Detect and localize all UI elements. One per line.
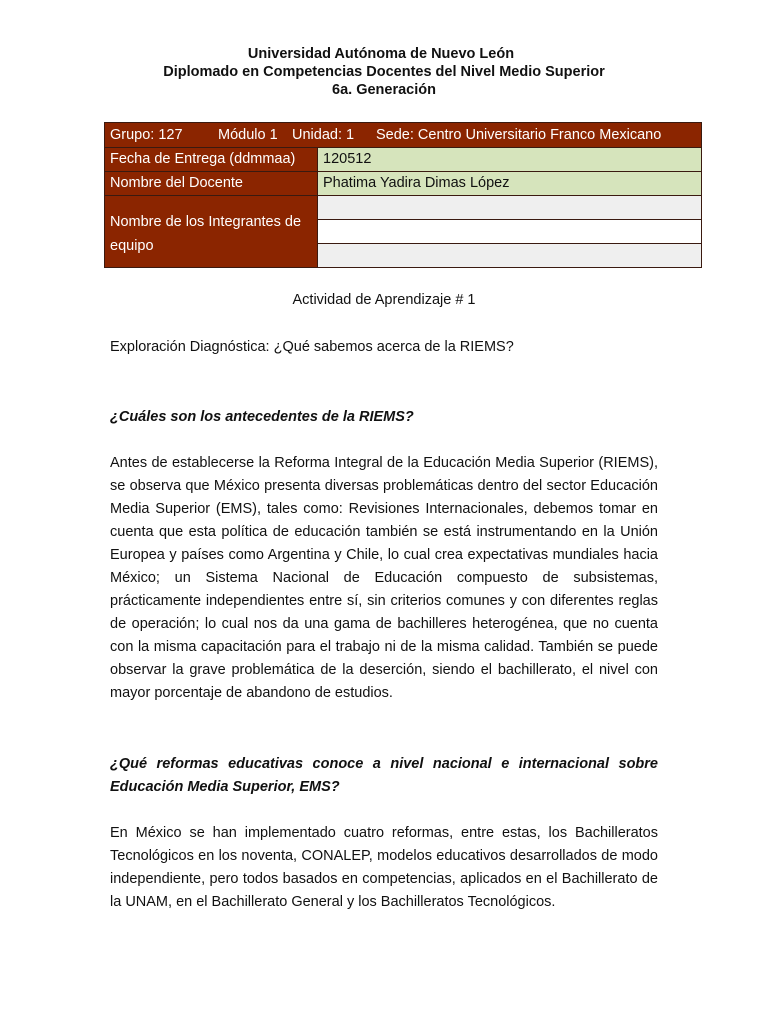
- docente-label: Nombre del Docente: [105, 172, 318, 196]
- unidad-label: Unidad: 1: [292, 126, 355, 143]
- document-header: [0, 45, 768, 99]
- modulo-label: Módulo 1: [218, 126, 278, 143]
- docente-value: Phatima Yadira Dimas López: [318, 172, 702, 196]
- info-row-date: [105, 148, 702, 172]
- integrante-cell-1: [318, 196, 702, 220]
- info-table: [104, 122, 702, 268]
- question-antecedentes: ¿Cuáles son los antecedentes de la RIEMS?: [110, 409, 414, 425]
- info-row-teacher: [105, 172, 702, 196]
- integrante-cell-2: [318, 220, 702, 244]
- activity-title: Actividad de Aprendizaje # 1: [292, 292, 476, 308]
- paragraph-antecedentes: Antes de establecerse la Reforma Integral de la Educación Media Superior (RIEMS), se observa que México presenta diversas problemáticas dentro del sector Educación Media Superior (EMS), tales como: Revisiones Internacionales, debemos tomar en cuenta que esta política de educación también se está instrumentando en la Unión Europea y países como Argentina y Chile, lo cual crea expectativas mundiales hacia México; un Sistema Nacional de Educación compuesto de subsistemas, prácticamente independientes entre sí, sin criterios comunes y con diferentes reglas de operación; lo cual nos da una gama de bachilleres heterogénea, que no cuenta con la misma capacitación para el trabajo ni de la misma calidad. También se puede observar la grave problemática de la deserción, siendo el bachillerato, el nivel con mayor porcentaje de abandono de estudios.: [110, 455, 658, 701]
- question-reformas: ¿Qué reformas educativas conoce a nivel nacional e internacional sobre Educación Media Superior, EMS?: [110, 756, 658, 795]
- info-row-member-1: [105, 196, 702, 220]
- university-name: Universidad Autónoma de Nuevo León: [247, 46, 515, 62]
- fecha-value: 120512: [318, 148, 702, 172]
- sede-label: Sede: Centro Universitario Franco Mexicano: [376, 126, 662, 143]
- fecha-label: Fecha de Entrega (ddmmaa): [105, 148, 318, 172]
- integrantes-label: Nombre de los Integrantes de equipo: [105, 196, 318, 268]
- info-row-course: [105, 123, 702, 148]
- grupo-label: Grupo: 127: [110, 126, 183, 143]
- paragraph-reformas: En México se han implementado cuatro reformas, entre estas, los Bachilleratos Tecnológicos en los noventa, CONALEP, modelos educativos desarrollados de modo independiente, pero todos basados en competencias, aplicados en el Bachillerato de la UNAM, en el Bachillerato General y los Bachilleratos Tecnológicos.: [110, 825, 658, 910]
- course-cell: [105, 123, 702, 148]
- integrante-cell-3: [318, 244, 702, 268]
- generation: 6a. Generación: [332, 82, 436, 98]
- diploma-name: Diplomado en Competencias Docentes del Nivel Medio Superior: [163, 64, 605, 80]
- exploration-heading: Exploración Diagnóstica: ¿Qué sabemos acerca de la RIEMS?: [110, 339, 514, 355]
